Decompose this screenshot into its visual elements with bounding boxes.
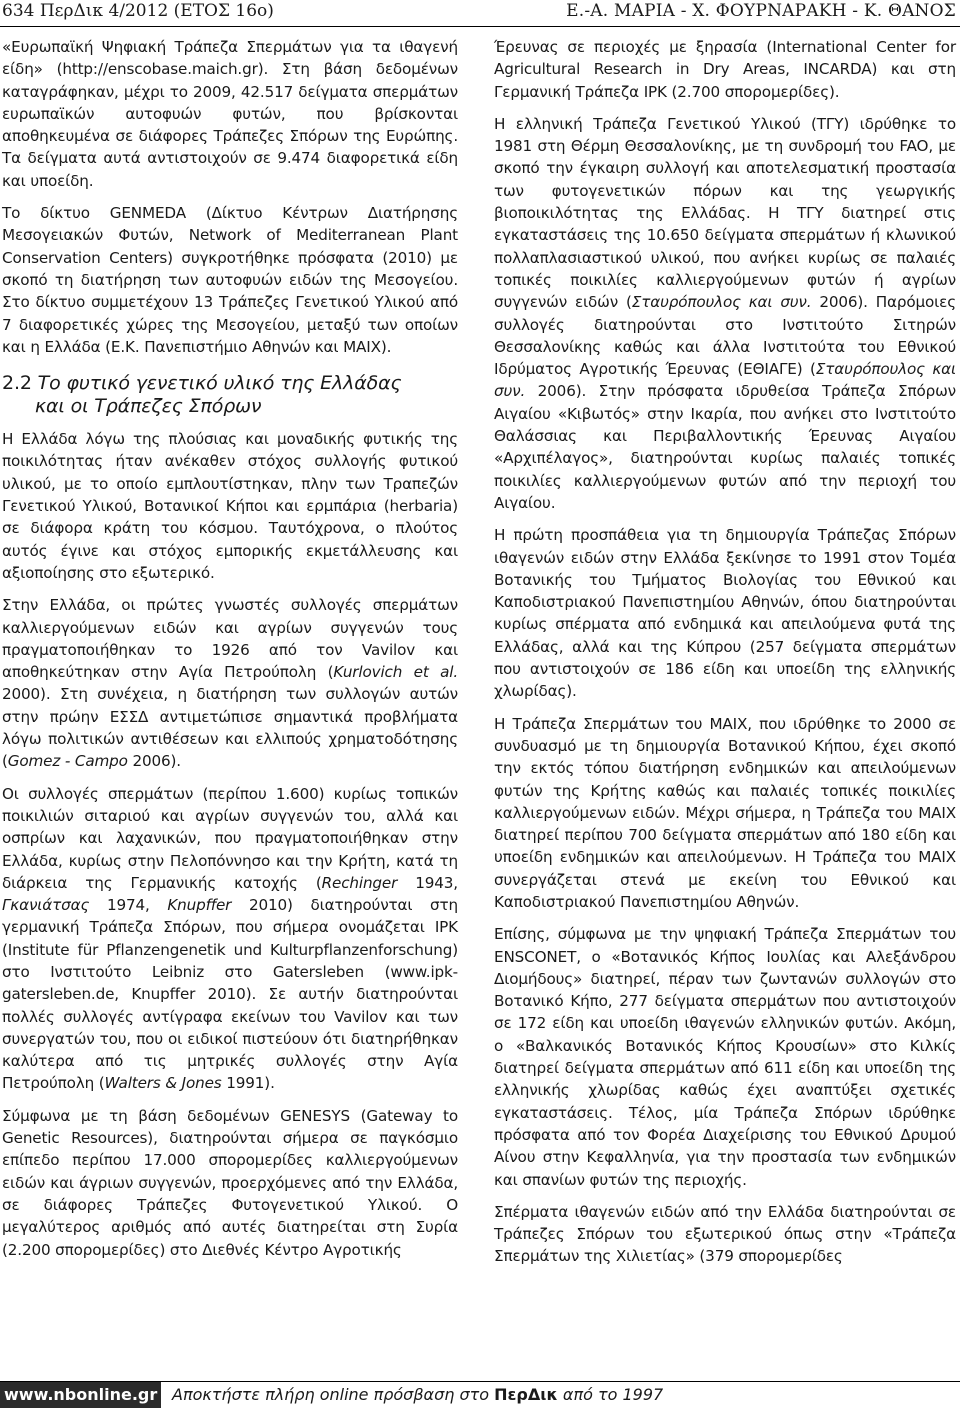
- authors: Ε.-Α. ΜΑΡΙΑ - Χ. ΦΟΥΡΝΑΡΑΚΗ - Κ. ΘΑΝΟΣ: [566, 1, 956, 21]
- section-number: 2.2: [2, 372, 32, 395]
- journal-brand: ΠερΔικ: [494, 1385, 558, 1404]
- page-number-journal: 634 ΠερΔικ 4/2012 (ΕΤΟΣ 16ο): [2, 1, 274, 21]
- right-column: [494, 36, 956, 1278]
- footer-promo: Αποκτήστε πλήρη online πρόσβαση στο ΠερΔικ από το 1997: [172, 1385, 664, 1404]
- citation: Kurlovich et al.: [333, 663, 458, 682]
- paragraph: Η Ελλάδα λόγω της πλούσιας και μοναδικής φυτικής της ποικιλότητας ήταν ανέκαθεν στόχος συλλογής φυτικού υλικού, με το οποίο εμπλουτίστηκαν, πλην των Τραπεζών Γενετικού Υλικού, Βοτανικοί Κήποι και ερμπάρια (herbaria) σε διάφορα κράτη του κόσμου. Ταυτόχρονα, ο πλούτος αυτός έγινε και στόχος εμπορικής εκμετάλλευσης και αξιοποίησης στο εξωτερικό.: [2, 430, 458, 582]
- citation: Σταυρόπουλος και συν.: [494, 360, 957, 401]
- page-footer: [0, 1381, 960, 1408]
- paragraph: Σύμφωνα με τη βάση δεδομένων GENESYS (Gateway to Genetic Resources), διατηρούνται σήμερα σε παγκόσμιο επίπεδο περίπου 17.000 σπορομερίδες καλλιεργούμενων ειδών και άγριων συγγενών, προερχόμενες από την Ελλάδα, σε διάφορες Τράπεζες Φυτογενετικού Υλικού. Ο μεγαλύτερος αριθμός από αυτές διατηρείται στη Συρία (2.200 σπορομερίδες) στο Διεθνές Κέντρο Αγροτικής: [2, 1106, 458, 1259]
- citation: Γκανιάτσας: [2, 896, 90, 915]
- section-title-line2: και οι Τράπεζες Σπόρων: [35, 395, 262, 418]
- paragraph: Οι συλλογές σπερμάτων (περίπου 1.600) κυρίως τοπικών ποικιλιών σιταριού και αγρίων συγγενών του, αλλά και οσπρίων και λαχανικών, που πραγματοποιήθηκαν στην Ελλάδα, κυρίως στην Πελοπόννησο και την Κρήτη, κατά τη διάρκεια της Γερμανικής κατοχής (Rechinger 1943, Γκανιάτσας 1974, Knupffer 2010) διατηρούνται στη γερμανική Τράπεζα Σπόρων, που σήμερα ονομάζεται IPK (Institute für Pflanzengenetik und Kulturpflanzenforschung) στο Ινστιτούτο Leibniz στο Gatersleben (www.ipk-gatersleben.de, Knupffer 2010). Σε αυτήν διατηρούνται πολλές συλλογές αντίγραφα εκείνων του Vavilov και των συνεργατών του, που οι ειδικοί πιστεύουν ότι διατηρήθηκαν καλύτερα από τις μητρικές συλλογές στην Αγία Πετρούπολη (Walters & Jones 1991).: [2, 784, 458, 1093]
- running-header: [0, 0, 960, 27]
- website-link[interactable]: www.nbonline.gr: [0, 1382, 161, 1408]
- paragraph: «Ευρωπαϊκή Ψηφιακή Τράπεζα Σπερμάτων για τα ιθαγενή είδη» (http://enscobase.maich.gr). Στη βάση δεδομένων καταγράφηκαν, μέχρι το 2009, 42.517 δείγματα σπερμάτων ευρωπαϊκών αυτοφυών φυτών, που βρίσκονται αποθηκευμένα σε διάφορες Τράπεζες Σπόρων της Ευρώπης. Τα δείγματα αυτά αντιστοιχούν σε 9.474 διαφορετικά είδη και υποείδη.: [2, 38, 458, 190]
- citation: Gomez - Campo: [7, 752, 128, 771]
- paragraph: Η πρώτη προσπάθεια για τη δημιουργία Τράπεζας Σπόρων ιθαγενών ειδών στην Ελλάδα ξεκίνησε το 1991 στον Τομέα Βοτανικής του Τμήματος Βιολογίας του Εθνικού και Καποδιστριακού Πανεπιστημίου Αθηνών, όπου διατηρούνται κυρίως σπέρματα από ενδημικά και απειλούμενα φυτά της Ελλάδας, αλλά και της Κύπρου (257 δείγματα σπερμάτων που αντιστοιχούν σε 186 είδη και υποείδη της ελληνικής χλωρίδας).: [494, 526, 956, 701]
- section-heading: [2, 372, 458, 418]
- citation: Knupffer: [167, 896, 232, 915]
- paragraph: Σπέρματα ιθαγενών ειδών από την Ελλάδα διατηρούνται σε Τράπεζες Σπόρων του εξωτερικού όπως στην «Τράπεζα Σπερμάτων της Χιλιετίας» (379 σπορομερίδες: [494, 1202, 956, 1266]
- paragraph: Επίσης, σύμφωνα με την ψηφιακή Τράπεζα Σπερμάτων του ENSCONET, ο «Βοτανικός Κήπος Ιουλίας και Αλεξάνδρου Διομήδους» διατηρεί, πέραν των ζωντανών συλλογών στο Βοτανικό Κήπο, 277 δείγματα σπερμάτων που αντιστοιχούν σε 172 είδη και υποείδη ιθαγενών ελληνικών φυτών. Ακόμη, ο «Βαλκανικός Βοτανικός Κήπος Κρουσίων» στο Κιλκίς διατηρεί δείγματα σπερμάτων από 611 είδη και υποείδη της ελληνικής χλωρίδας καθώς έχει αναπτύξει σχετικές εγκαταστάσεις. Τέλος, μία Τράπεζα Σπόρων ιδρύθηκε πρόσφατα από τον Φορέα Διαχείρισης του Εθνικού Δρυμού Αίνου στην Κεφαλληνία, για την προστασία των ενδημικών και σπανίων φυτών της περιοχής.: [494, 925, 956, 1189]
- paragraph: Έρευνας σε περιοχές με ξηρασία (International Center for Agricultural Research in Dry Areas, INCARDA) και στη Γερμανική Τράπεζα IPK (2.700 σπορομερίδες).: [494, 38, 956, 101]
- paragraph: Η Τράπεζα Σπερμάτων του ΜΑΙΧ, που ιδρύθηκε το 2000 σε συνδυασμό με τη δημιουργία Βοτανικού Κήπου, έχει σκοπό την εκτός τόπου διατήρηση ενδημικών και απειλούμενων φυτών της Κρήτης καθώς και παλαιές τοπικές ποικιλίες καλλιεργούμενων ειδών. Μέχρι σήμερα, η Τράπεζα του ΜΑΙΧ διατηρεί περίπου 700 δείγματα σπερμάτων από 180 είδη και υποείδη ενδημικών και απειλούμενων. Η Τράπεζα του ΜΑΙΧ συνεργάζεται στενά με εκείνη του Εθνικού και Καποδιστριακού Πανεπιστημίου Αθηνών.: [494, 714, 956, 911]
- paragraph: Το δίκτυο GENMEDA (Δίκτυο Κέντρων Διατήρησης Μεσογειακών Φυτών, Network of Mediterranean Plant Conservation Centers) συγκροτήθηκε πρόσφατα (2010) με σκοπό τη διατήρηση των αυτοφυών ειδών της Μεσογείου. Στο δίκτυο συμμετέχουν 13 Τράπεζες Γενετικού Υλικού από 7 διαφορετικές χώρες της Μεσογείου, μεταξύ των οποίων και η Ελλάδα (Ε.Κ. Πανεπιστήμιο Αθηνών και ΜΑΙΧ).: [2, 204, 458, 356]
- citation: Σταυρόπουλος και συν.: [631, 293, 812, 312]
- citation: Rechinger: [321, 873, 398, 892]
- paragraph: Η ελληνική Τράπεζα Γενετικού Υλικού (ΤΓΥ) ιδρύθηκε το 1981 στη Θέρμη Θεσσαλονίκης, με τη συνδρομή του FAO, με σκοπό την έγκαιρη συλλογή και αποτελεσματική προστασία των φυτογενετικών πόρων και της γεωργικής βιοποικιλότητας της Ελλάδας. Η ΤΓΥ διατηρεί στις εγκαταστάσεις της 10.650 δείγματα σπερμάτων ή κλωνικού πολλαπλασιαστικού υλικού, που ανήκει κυρίως σε παλαιές τοπικές ποικιλίες καλλιεργούμενων φυτών ή αγρίων συγγενών ειδών (Σταυρόπουλος και συν. 2006). Παρόμοιες συλλογές διατηρούνται στο Ινστιτούτο Σιτηρών Θεσσαλονίκης καθώς και άλλα Ινστιτούτα του Εθνικού Ιδρύματος Αγροτικής Έρευνας (ΕΘΙΑΓΕ) (Σταυρόπουλος και συν. 2006). Στην πρόσφατα ιδρυθείσα Τράπεζα Σπόρων Αιγαίου «Κιβωτός» στην Ικαρία, που ανήκει στο Ινστιτούτο Θαλάσσιας και Περιβαλλοντικής Έρευνας Αιγαίου «Αρχιπέλαγος», διατηρούνται κυρίως παλαιές τοπικές ποικιλίες καλλιεργούμενων φυτών από την περιοχή του Αιγαίου.: [494, 114, 957, 512]
- section-title-line1: Το φυτικό γενετικό υλικό της Ελλάδας: [37, 372, 402, 395]
- paragraph: Στην Ελλάδα, οι πρώτες γνωστές συλλογές σπερμάτων καλλιεργούμενων ειδών και αγρίων συγγενών τους πραγματοποιήθηκαν το 1926 από τον Vavilov και αποθηκεύτηκαν στην Αγία Πετρούπολη (Kurlovich et al. 2000). Στη συνέχεια, η διατήρηση των συλλογών αυτών στην πρώην ΕΣΣΔ αντιμετώπισε σημαντικά προβλήματα λόγω πολιτικών αντιθέσεων και ελλιπούς χρηματοδότησης (Gomez - Campo 2006).: [2, 596, 458, 771]
- citation: Walters & Jones: [104, 1074, 222, 1093]
- left-column: [2, 36, 458, 1271]
